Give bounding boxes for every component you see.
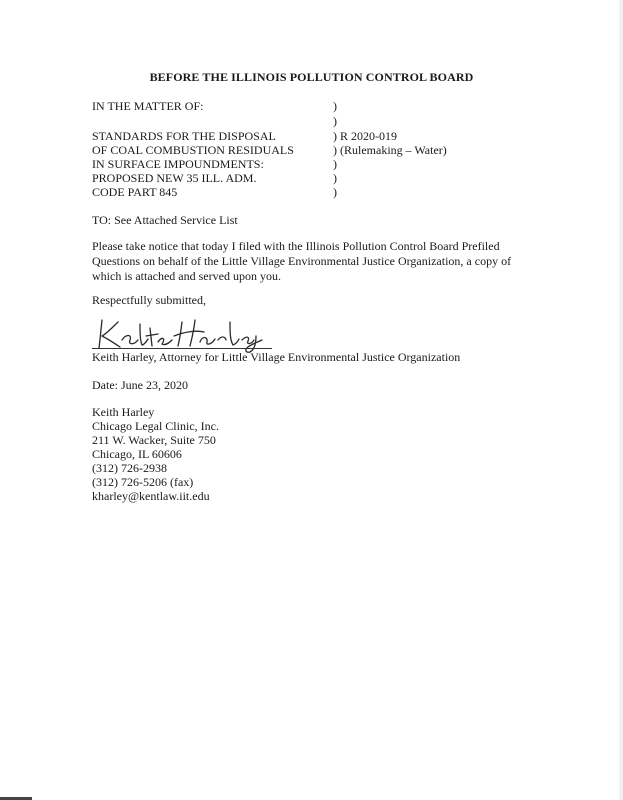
contact-name: Keith Harley [92, 405, 155, 419]
date-line: Date: June 23, 2020 [92, 378, 188, 392]
caption-line-impoundments: IN SURFACE IMPOUNDMENTS: [92, 157, 264, 171]
notice-paragraph: Please take notice that today I filed with the Illinois Pollution Control Board Prefiled Questions on behalf of the Little Village Environmental Justice Organization, a copy of which is attached and served upon you. [92, 239, 512, 283]
closing-line: Respectfully submitted, [92, 293, 206, 307]
signer-line: Keith Harley, Attorney for Little Village Environmental Justice Organization [92, 350, 461, 364]
caption-matter-line: IN THE MATTER OF: [92, 99, 204, 113]
caption-line-proposed: PROPOSED NEW 35 ILL. ADM. [92, 171, 257, 185]
contact-city: Chicago, IL 60606 [92, 447, 182, 461]
rulemaking-type: ) (Rulemaking – Water) [333, 143, 447, 157]
caption-line-standards: STANDARDS FOR THE DISPOSAL [92, 129, 276, 143]
caption-paren: ) [333, 114, 337, 128]
contact-street: 211 W. Wacker, Suite 750 [92, 433, 216, 447]
contact-email: kharley@kentlaw.iit.edu [92, 489, 210, 503]
caption-paren: ) [333, 171, 337, 185]
scan-edge-shadow [619, 0, 623, 800]
contact-phone: (312) 726-2938 [92, 461, 167, 475]
document-title: BEFORE THE ILLINOIS POLLUTION CONTROL BOARD [149, 70, 474, 84]
caption-paren: ) [333, 99, 337, 113]
docket-number: ) R 2020-019 [333, 129, 397, 143]
caption-line-residuals: OF COAL COMBUSTION RESIDUALS [92, 143, 294, 157]
signature-line [92, 348, 272, 349]
contact-fax: (312) 726-5206 (fax) [92, 475, 194, 489]
contact-organization: Chicago Legal Clinic, Inc. [92, 419, 219, 433]
caption-paren: ) [333, 157, 337, 171]
caption-paren: ) [333, 185, 337, 199]
caption-line-code-part: CODE PART 845 [92, 185, 178, 199]
service-list-line: TO: See Attached Service List [92, 213, 238, 227]
